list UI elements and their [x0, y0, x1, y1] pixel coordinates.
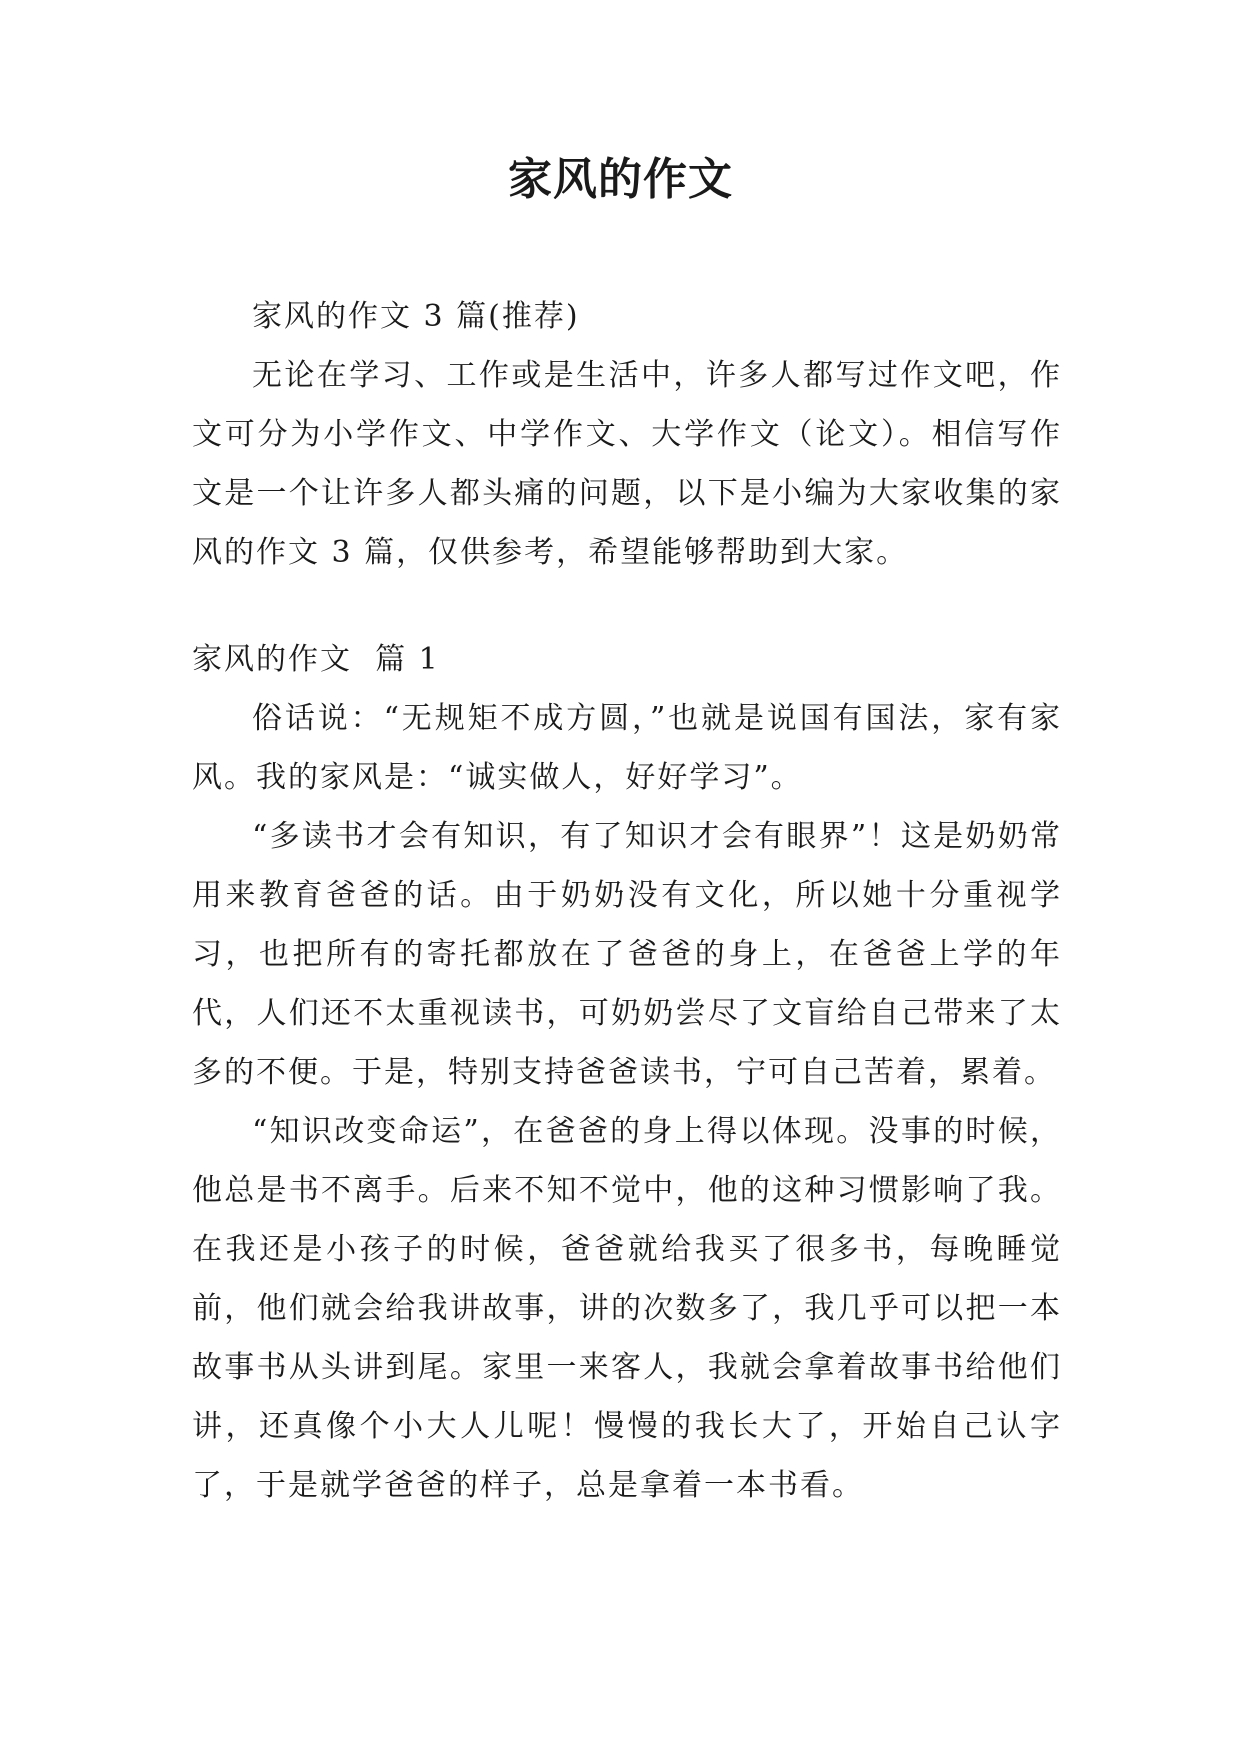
- document-body: [192, 287, 1062, 1515]
- intro-paragraph: 无论在学习、工作或是生活中，许多人都写过作文吧，作文可分为小学作文、中学作文、大学作文（论文）。相信写作文是一个让许多人都头痛的问题，以下是小编为大家收集的家风的作文 3 篇，仅供参考，希望能够帮助到大家。: [192, 358, 1062, 570]
- section-spacer: [192, 582, 1062, 630]
- document-title: 家风的作文: [508, 154, 733, 205]
- body-paragraph-3: “知识改变命运”，在爸爸的身上得以体现。没事的时候，他总是书不离手。后来不知不觉中，他的这种习惯影响了我。在我还是小孩子的时候，爸爸就给我买了很多书，每晚睡觉前，他们就会给我讲故事，讲的次数多了，我几乎可以把一本故事书从头讲到尾。家里一来客人，我就会拿着故事书给他们讲，还真像个小大人儿呢！慢慢的我长大了，开始自己认字了，于是就学爸爸的样子，总是拿着一本书看。: [192, 1114, 1062, 1503]
- section-heading: 家风的作文 篇 1: [192, 642, 440, 677]
- body-paragraph-1: 俗话说：“无规矩不成方圆，”也就是说国有国法，家有家风。我的家风是：“诚实做人，好好学习”。: [192, 701, 1062, 795]
- body-paragraph-2: “多读书才会有知识，有了知识才会有眼界”！这是奶奶常用来教育爸爸的话。由于奶奶没有文化，所以她十分重视学习，也把所有的寄托都放在了爸爸的身上，在爸爸上学的年代，人们还不太重视读书，可奶奶尝尽了文盲给自己带来了太多的不便。于是，特别支持爸爸读书，宁可自己苦着，累着。: [192, 819, 1062, 1090]
- document-subtitle: 家风的作文 3 篇(推荐): [252, 299, 580, 334]
